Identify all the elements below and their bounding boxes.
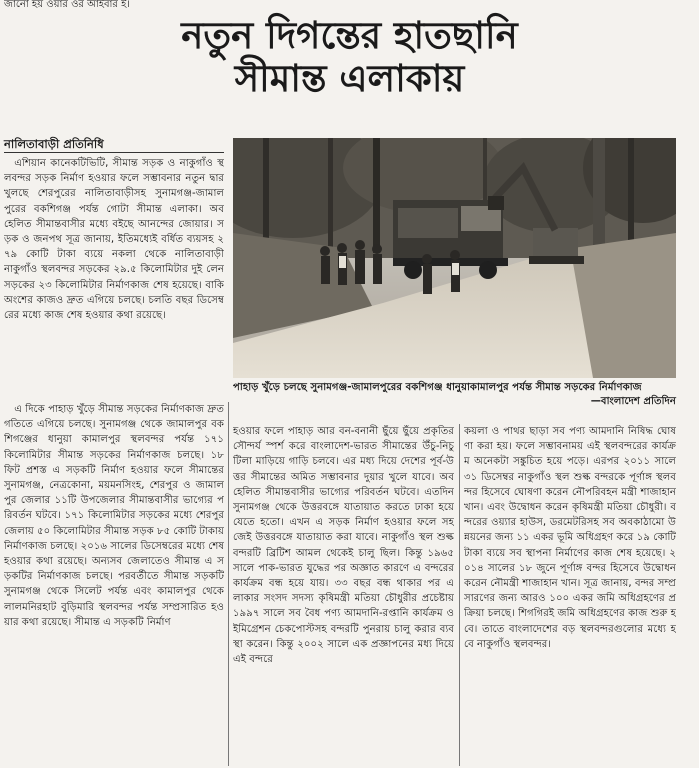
column-1-bottom xyxy=(4,402,224,766)
paragraph: এ দিকে পাহাড় খুঁড়ে সীমান্ত সড়কের নির্মাণকাজ দ্রুত গতিতে এগিয়ে চলছে। সুনামগঞ্জ থেকে জামালপুর বকশিগঞ্জের ধানুয়া কামালপুর স্থলবন্দর পর্যন্ত ১৭১ কিলোমিটার সীমান্ত সড়কের নির্মাণকাজ চলছে। ১৮ ফিট প্রশস্ত এ সড়কটি নির্মাণ হওয়ার ফলে সীমান্তের সুনামগঞ্জ, নেত্রকোনা, ময়মনসিংহ, শেরপুর ও জামালপুর জেলার ১১টি উপজেলার সীমান্তবাসীর ভাগ্যের পরিবর্তন ঘটবে। ১৭১ কিলোমিটার সড়কের মধ্যে শেরপুর জেলায় ৫০ কিলোমিটার সীমান্ত সড়ক ৮৫ কোটি টাকায় নির্মাণকাজ চলছে। ২০১৬ সালের ডিসেম্বরের মধ্যে শেষ হওয়ার কথা রয়েছে। অন্যসব জেলাতেও সীমান্ত এ সড়কটির নির্মাণকাজ চলছে। পরবর্তীতে সীমান্ত সড়কটি সুনামগঞ্জ থেকে সিলেট পর্যন্ত এবং কামালপুর থেকে লালমনিরহাট বুড়িমারি স্থলবন্দর পর্যন্ত সম্প্রসারিত হওয়ার কথা রয়েছে। সীমান্ত এ সড়কটি নির্মাণ xyxy=(4,404,224,628)
column-3 xyxy=(464,424,676,766)
caption-text: পাহাড় খুঁড়ে চলছে সুনামগঞ্জ-জামালপুরের বকশিগঞ্জ ধানুয়াকামালপুর পর্যন্ত সীমান্ত সড়কের নির্মাণকাজ xyxy=(233,382,642,393)
top-strip-text: জানো হয় ওয়ার ওর আইবার ই। xyxy=(4,0,130,9)
news-photo xyxy=(233,138,676,378)
headline-line-2: সীমান্ত এলাকায় xyxy=(234,56,465,100)
column-2 xyxy=(233,424,454,766)
byline: নালিতাবাড়ী প্রতিনিধি xyxy=(4,137,224,153)
paragraph: হওয়ার ফলে পাহাড় আর বন-বনানী ছুঁয়ে ছুঁয়ে প্রকৃতির সৌন্দর্য স্পর্শ করে বাংলাদেশ-ভারত সীমান্তের উঁচু-নিচু টিলা মাড়িয়ে গাড়ি চলবে। এর মধ্য দিয়ে দেশের পূর্ব-উত্তর সীমান্তের অমিত সম্ভাবনার দুয়ার খুলে যাবে। অবহেলিত সীমান্তবাসীর ভাগ্যের পরিবর্তন ঘটবে। এতদিন সুনামগঞ্জ থেকে উত্তরবঙ্গে যাতায়াত করতে ঢাকা হয়ে যেতে হতো। এখন এ সড়ক নির্মাণ হওয়ার ফলে সহজেই উত্তরবঙ্গে যাতায়াত করা যাবে। নাকুগাঁও স্থল শুল্ক বন্দরটি ব্রিটিশ আমল থেকেই চালু ছিল। কিন্তু ১৯৬৫ সালে পাক-ভারত যুদ্ধের পর অজ্ঞাত কারণে এ বন্দরের কার্যক্রম বন্ধ হয়ে যায়। ৩৩ বছর বন্ধ থাকার পর এলাকার সংসদ সদস্য কৃষিমন্ত্রী মতিয়া চৌধুরীর প্রচেষ্টায় ১৯৯৭ সালে সব বৈধ পণ্য আমদানি-রপ্তানি কার্যক্রম ও ইমিগ্রেশন চেকপোস্টসহ বন্দরটি পুনরায় চালু করার ব্যবস্থা করেন। কিন্তু ২০০২ সালে এক প্রজ্ঞাপনের মধ্য দিয়ে এই বন্দরে xyxy=(233,426,454,666)
road-construction-illustration xyxy=(233,138,676,378)
headline-line-1: নতুন দিগন্তের হাতছানি xyxy=(181,13,518,57)
photo-credit: —বাংলাদেশ প্রতিদিন xyxy=(590,396,676,407)
headline xyxy=(0,14,699,100)
paragraph: এশিয়ান কানেকটিভিটি, সীমান্ত সড়ক ও নাকুগাঁও স্থলবন্দর সড়ক নির্মাণ হওয়ার ফলে সম্ভাবনার নতুন দ্বার খুলছে শেরপুরের নালিতাবাড়ীসহ সুনামগঞ্জ-জামালপুরের বকশিগঞ্জ পর্যন্ত গোটা সীমান্ত এলাকা। অবহেলিত সীমান্তবাসীর মধ্যে বইছে আনন্দের জোয়ার। সড়ক ও জনপথ সূত্র জানায়, ইতিমধ্যেই বর্ধিত ব্যয়সহ ২৭৯ কোটি টাকা ব্যয়ে নকলা থেকে নালিতাবাড়ী নাকুগাঁও স্থলবন্দর সড়কের ২৯.৫ কিলোমিটার দুই লেন সড়কের ২৩ কিলোমিটার নির্মাণকাজ শেষ হয়েছে। বাকি অংশের কাজও দ্রুত এগিয়ে চলছে। চলতি বছর ডিসেম্বরের মধ্যে কাজ শেষ হওয়ার কথা রয়েছে। xyxy=(4,158,224,322)
column-divider xyxy=(228,402,229,766)
paragraph: কয়লা ও পাথর ছাড়া সব পণ্য আমদানি নিষিদ্ধ ঘোষণা করা হয়। ফলে সম্ভাবনাময় এই স্থলবন্দরের কার্যক্রম অনেকটা সঙ্কুচিত হয়ে পড়ে। এরপর ২০১১ সালে ৩১ ডিসেম্বর নাকুগাঁও স্থল শুল্ক বন্দরকে পূর্ণাঙ্গ স্থলবন্দর হিসেবে ঘোষণা করেন নৌপরিবহন মন্ত্রী শাজাহান খান। এবং উদ্বোধন করেন কৃষিমন্ত্রী মতিয়া চৌধুরী। বন্দরের ওয়্যার হাউস, ডরমেটরিসহ সব অবকাঠামো উন্নয়নের জন্য ১১ একর ভূমি অধিগ্রহণ করে ১৯ কোটি টাকা ব্যয়ে সব স্থাপনা নির্মাণের কাজ শেষ হয়েছে। ২০১৪ সালের ১৮ জুনে পূর্ণাঙ্গ বন্দর হিসেবে উদ্বোধন করেন নৌমন্ত্রী শাজাহান খান। সূত্র জানায়, বন্দর সম্প্রসারণের জন্য আরও ১০০ একর জমি অধিগ্রহণের প্রক্রিয়া চলছে। শিগগিরই জমি অধিগ্রহণের কাজ শুরু হবে। তাতে বাংলাদেশের বড় স্থলবন্দরগুলোর মধ্যে হবে নাকুগাঁও স্থলবন্দর। xyxy=(464,426,676,650)
column-divider xyxy=(459,424,460,766)
column-1-top xyxy=(4,156,224,392)
photo-caption xyxy=(233,381,676,409)
